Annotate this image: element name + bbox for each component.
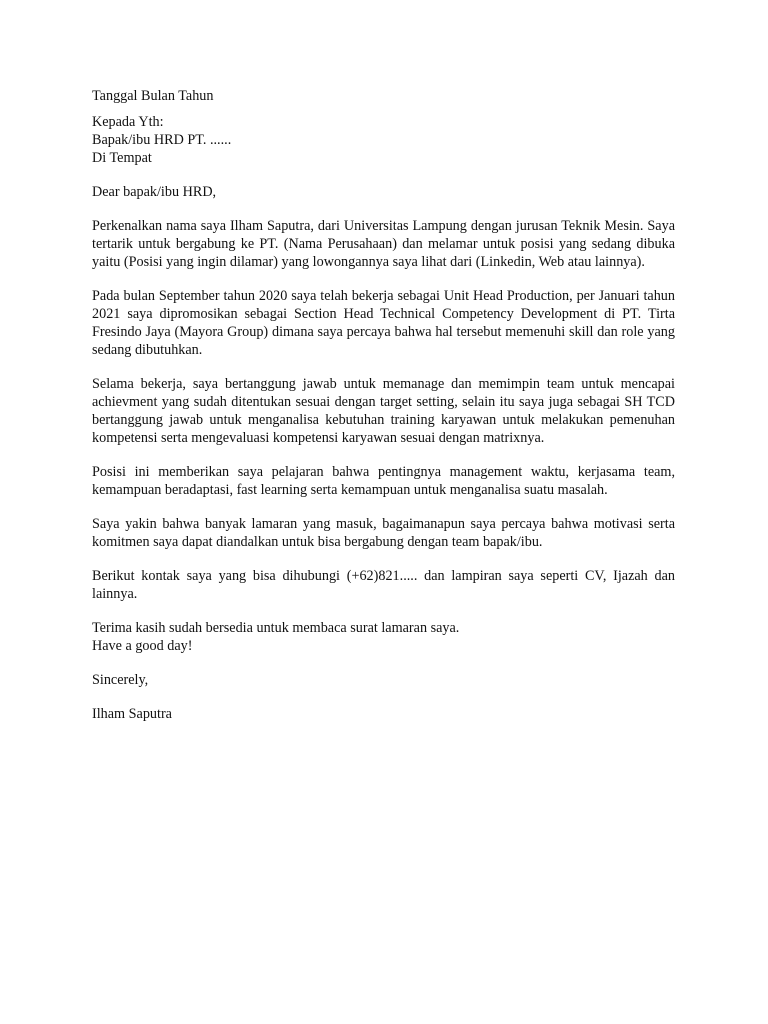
paragraph-introduction: Perkenalkan nama saya Ilham Saputra, dari Universitas Lampung dengan jurusan Teknik Mesin. Saya tertarik untuk bergabung ke PT. (Nama Perusahaan) dan melamar untuk posisi yang sedang dibuka yaitu (Posisi yang ingin dilamar) yang lowongannya saya lihat dari (Linkedin, Web atau lainnya). — [92, 218, 675, 270]
date-text: Tanggal Bulan Tahun — [92, 88, 214, 104]
closing-line-2: Have a good day! — [92, 638, 193, 654]
signature-name: Ilham Saputra — [92, 706, 172, 722]
recipient-block — [92, 113, 675, 167]
sign-off-text: Sincerely, — [92, 672, 149, 688]
closing-line-1: Terima kasih sudah bersedia untuk membaca surat lamaran saya. — [92, 620, 460, 636]
closing-block — [92, 619, 675, 655]
greeting-text: Dear bapak/ibu HRD, — [92, 184, 217, 200]
paragraph-contact: Berikut kontak saya yang bisa dihubungi (+62)821..... dan lampiran saya seperti CV, Ijazah dan lainnya. — [92, 568, 675, 602]
paragraph-experience: Pada bulan September tahun 2020 saya telah bekerja sebagai Unit Head Production, per Januari tahun 2021 saya dipromosikan sebagai Section Head Technical Competency Development di PT. Tirta Fresindo Jaya (Mayora Group) dimana saya percaya bahwa hal tersebut memenuhi skill dan role yang sedang dibutuhkan. — [92, 288, 675, 358]
recipient-line-3: Di Tempat — [92, 150, 152, 166]
recipient-line-2: Bapak/ibu HRD PT. ...... — [92, 132, 232, 148]
paragraph-lessons: Posisi ini memberikan saya pelajaran bahwa pentingnya management waktu, kerjasama team, kemampuan beradaptasi, fast learning serta kemampuan untuk menganalisa suatu masalah. — [92, 464, 675, 498]
paragraph-motivation: Saya yakin bahwa banyak lamaran yang masuk, bagaimanapun saya percaya bahwa motivasi serta komitmen saya dapat diandalkan untuk bisa bergabung dengan team bapak/ibu. — [92, 516, 675, 550]
sign-off — [92, 671, 675, 689]
signature — [92, 705, 675, 723]
letter-date — [92, 87, 675, 105]
paragraph-responsibilities: Selama bekerja, saya bertanggung jawab untuk memanage dan memimpin team untuk mencapai achievment yang sudah ditentukan sesuai dengan target setting, selain itu saya juga sebagai SH TCD bertanggung jawab untuk menganalisa kebutuhan training karyawan untuk melakukan pemenuhan kompetensi serta mengevaluasi kompetensi karyawan sesuai dengan matrixnya. — [92, 376, 675, 446]
greeting — [92, 183, 675, 201]
recipient-line-1: Kepada Yth: — [92, 114, 164, 130]
letter-body — [92, 87, 675, 723]
